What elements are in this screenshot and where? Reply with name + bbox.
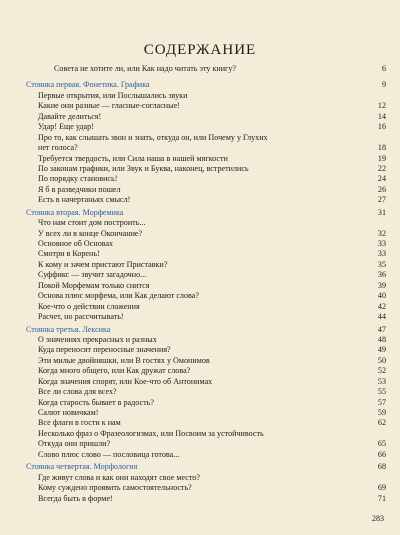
entry-title: По законам графики, или Звук и Буква, наконец, встретились xyxy=(38,163,249,173)
toc-entry xyxy=(26,239,386,249)
entry-title: Откуда они пришли? xyxy=(38,439,111,449)
intro-entry xyxy=(26,64,386,74)
toc-entry xyxy=(26,281,386,291)
entry-title: Про то, как слышать звон и знать, откуда он, или Почему у Глухих xyxy=(38,132,268,142)
toc-entry xyxy=(26,270,386,280)
entry-title: Когда старость бывает в радость? xyxy=(38,397,154,407)
entry-title: Давайте делиться! xyxy=(38,111,102,121)
entry-page: 55 xyxy=(377,387,386,397)
entry-title: Суффикс — звучит загадочно... xyxy=(38,270,147,280)
toc-entry xyxy=(26,356,386,366)
toc-entry xyxy=(26,185,386,195)
entry-page: 33 xyxy=(377,239,386,248)
section-heading xyxy=(26,208,386,218)
toc-entry xyxy=(26,249,386,259)
entry-page: 19 xyxy=(377,153,386,163)
entry-title: Все флаги в гости к нам xyxy=(38,418,121,428)
entry-title: Стоянка четвертая. Морфология xyxy=(26,462,138,472)
entry-title: Требуется твердость, или Сила наша в нашей мягкости xyxy=(38,153,228,163)
entry-title: Что нам стоит дом построить... xyxy=(38,218,146,228)
toc-entry xyxy=(26,345,386,355)
entry-page: 42 xyxy=(377,301,386,311)
entry-page: 47 xyxy=(377,324,386,334)
toc-entry xyxy=(26,154,386,164)
table-of-contents xyxy=(26,64,386,504)
section-heading xyxy=(26,80,386,90)
entry-title: У всех ли в конце Окончание? xyxy=(38,228,143,238)
entry-title: Стоянка первая. Фонетика. Графика xyxy=(26,80,150,90)
toc-entry xyxy=(26,229,386,239)
entry-title: Удар! Еще удар! xyxy=(38,122,94,132)
entry-page: 62 xyxy=(377,418,386,428)
toc-entry xyxy=(26,91,386,101)
toc-entry xyxy=(26,133,386,143)
toc-entry xyxy=(26,494,386,504)
entry-title: Есть в начертаньях смысл! xyxy=(38,195,131,205)
entry-page: 16 xyxy=(377,122,386,132)
entry-page: 49 xyxy=(377,345,386,355)
entry-title: Слово плюс слово — пословица готова... xyxy=(38,449,180,459)
toc-entry xyxy=(26,439,386,449)
toc-entry xyxy=(26,366,386,376)
toc-entry xyxy=(26,483,386,493)
toc-entry xyxy=(26,335,386,345)
toc-entry xyxy=(26,450,386,460)
entry-title: Стоянка третья. Лексика xyxy=(26,324,111,334)
entry-page: 57 xyxy=(377,397,386,407)
toc-entry xyxy=(26,218,386,228)
entry-title: Совета не хотите ли, или Как надо читать эту книгу? xyxy=(54,64,237,73)
entry-page: 26 xyxy=(377,184,386,194)
toc-entry xyxy=(26,122,386,132)
entry-page: 53 xyxy=(377,376,386,386)
entry-page: 31 xyxy=(377,207,386,217)
entry-page: 9 xyxy=(381,80,386,90)
entry-page: 59 xyxy=(377,408,386,417)
entry-title: Я б в разведчики пошел xyxy=(38,184,121,194)
toc-entry xyxy=(26,260,386,270)
toc-entry xyxy=(26,408,386,418)
entry-page: 32 xyxy=(377,228,386,238)
entry-title: Все ли слова для всех? xyxy=(38,387,117,397)
entry-title: Основа плюс морфема, или Как делают слова? xyxy=(38,291,199,301)
entry-title: Всегда быть в форме! xyxy=(38,493,113,503)
entry-page: 44 xyxy=(377,312,386,322)
page-number: 283 xyxy=(372,514,384,523)
entry-page: 69 xyxy=(377,483,386,493)
toc-entry xyxy=(26,398,386,408)
toc-entry xyxy=(26,174,386,184)
entry-title: Где живут слова и как они находят свое место? xyxy=(38,472,200,482)
entry-page: 50 xyxy=(377,355,386,365)
entry-title: нет голоса? xyxy=(38,143,78,153)
entry-title: Когда значения спорят, или Кое-что об Антонимах xyxy=(38,376,213,386)
entry-page: 18 xyxy=(377,143,386,153)
entry-title: Стоянка вторая. Морфемика xyxy=(26,207,124,217)
entry-page: 24 xyxy=(377,174,386,184)
entry-title: Смотри в Корень! xyxy=(38,249,100,259)
toc-entry xyxy=(26,302,386,312)
entry-title: Несколько фраз о Фразеологизмах, или Посвоим за устойчивость xyxy=(38,428,264,438)
entry-title: Когда много общего, или Как дружат слова? xyxy=(38,366,191,376)
entry-title: Кому суждено проявить самостоятельность? xyxy=(38,483,192,493)
entry-page: 36 xyxy=(377,270,386,280)
entry-title: Расчет, но рассчитывать! xyxy=(38,312,124,322)
entry-title: Кое-что о действии сложения xyxy=(38,301,140,311)
entry-page: 27 xyxy=(377,195,386,205)
toc-entry xyxy=(26,387,386,397)
toc-entry xyxy=(26,101,386,111)
toc-entry xyxy=(26,418,386,428)
page-title: СОДЕРЖАНИЕ xyxy=(143,42,257,58)
entry-page: 66 xyxy=(377,449,386,459)
entry-page: 48 xyxy=(377,334,386,344)
toc-entry xyxy=(26,473,386,483)
entry-page: 39 xyxy=(377,280,386,290)
entry-page: 71 xyxy=(377,493,386,503)
entry-title: Салют новичкам! xyxy=(38,408,99,417)
toc-entry xyxy=(26,377,386,387)
toc-entry xyxy=(26,291,386,301)
entry-title: Эти милые двойняшки, или В гостях у Омонимов xyxy=(38,355,210,365)
entry-title: К кому и зачем пристают Приставки? xyxy=(38,259,168,269)
toc-entry xyxy=(26,312,386,322)
entry-title: Покой Морфемам только снится xyxy=(38,280,150,290)
entry-page: 35 xyxy=(377,259,386,269)
entry-page: 68 xyxy=(377,462,386,472)
entry-title: О значениях прекрасных и разных xyxy=(38,334,157,344)
entry-title: По порядку становись! xyxy=(38,174,118,184)
toc-entry xyxy=(26,143,386,153)
section-heading xyxy=(26,462,386,472)
entry-page: 33 xyxy=(377,249,386,259)
entry-title: Основное об Основах xyxy=(38,239,114,248)
entry-page: 22 xyxy=(377,163,386,173)
toc-entry xyxy=(26,112,386,122)
entry-page: 6 xyxy=(381,64,386,73)
entry-title: Первые открытия, или Послышались звуки xyxy=(38,90,188,100)
toc-entry xyxy=(26,164,386,174)
entry-title: Какие они разные — гласные-согласные! xyxy=(38,101,180,111)
entry-page: 52 xyxy=(377,366,386,376)
entry-title: Куда переносят переносные значения? xyxy=(38,345,171,355)
toc-entry xyxy=(26,429,386,439)
section-heading xyxy=(26,325,386,335)
entry-page: 14 xyxy=(377,111,386,121)
entry-page: 65 xyxy=(377,439,386,449)
entry-page: 40 xyxy=(377,291,386,301)
toc-entry xyxy=(26,195,386,205)
entry-page: 12 xyxy=(377,101,386,111)
